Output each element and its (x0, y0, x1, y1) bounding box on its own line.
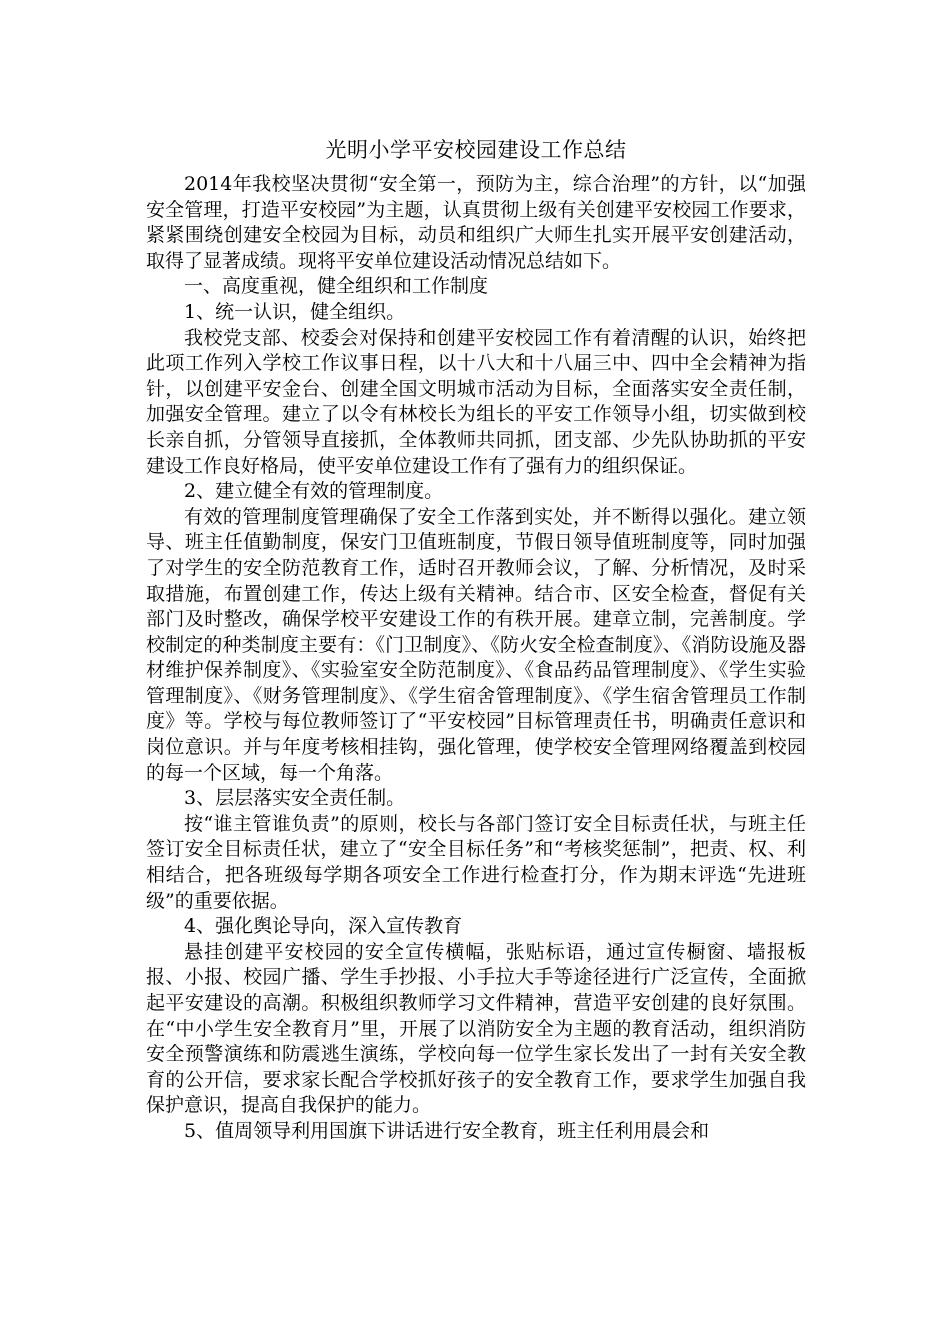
document-title: 光明小学平安校园建设工作总结 (325, 138, 627, 162)
section-heading: 2、建立健全有效的管理制度。 (184, 480, 444, 503)
paragraph: 有效的管理制度管理确保了安全工作落到实处，并不断得以强化。建立领导、班主任值勤制度，保安门卫值班制度，节假日领导值班制度等，同时加强了对学生的安全防范教育工作，适时召开教师会议，了解、分析情况，及时采取措施，布置创建工作，传达上级有关精神。结合市、区安全检查，督促有关部门及时整改，确保学校平安建设工作的有秩开展。建章立制，完善制度。学校制定的种类制度主要有：《门卫制度》、《防火安全检查制度》、《消防设施及器材维护保养制度》、《实验室安全防范制度》、《食品药品管理制度》、《学生实验管理制度》、《财务管理制度》、《学生宿舍管理制度》、《学生宿舍管理员工作制度》等。学校与每位教师签订了“平安校园”目标管理责任书，明确责任意识和岗位意识。并与年度考核相挂钩，强化管理，使学校安全管理网络覆盖到校园的每一个区域，每一个角落。 (146, 505, 806, 784)
section-heading: 3、层层落实安全责任制。 (184, 787, 406, 810)
document-text-blocks (146, 172, 806, 1145)
paragraph: 悬挂创建平安校园的安全宣传横幅，张贴标语，通过宣传橱窗、墙报板报、小报、校园广播、学生手抄报、小手拉大手等途径进行广泛宣传，全面掀起平安建设的高潮。积极组织教师学习文件精神，营造平安创建的良好氛围。在“中小学生安全教育月”里，开展了以消防安全为主题的教育活动，组织消防安全预警演练和防震逃生演练，学校向每一位学生家长发出了一封有关安全教育的公开信，要求家长配合学校抓好孩子的安全教育工作，要求学生加强自我保护意识，提高自我保护的能力。 (146, 940, 806, 1117)
paragraph: 2014年我校坚决贯彻“安全第一，预防为主，综合治理”的方针，以“加强安全管理，打造平安校园”为主题，认真贯彻上级有关创建平安校园工作要求，紧紧围绕创建安全校园为目标，动员和组织广大师生扎实开展平安创建活动，取得了显著成绩。现将平安单位建设活动情况总结如下。 (146, 173, 806, 272)
paragraph: 按“谁主管谁负责”的原则，校长与各部门签订安全目标责任状，与班主任签订安全目标责任状，建立了“安全目标任务”和“考核奖惩制”，把责、权、利相结合，把各班级每学期各项安全工作进行检查打分，作为期末评选“先进班级”的重要依据。 (146, 812, 806, 912)
paragraph: 我校党支部、校委会对保持和创建平安校园工作有着清醒的认识，始终把此项工作列入学校工作议事日程，以十八大和十八届三中、四中全会精神为指针，以创建平安金台、创建全国文明城市活动为目标，全面落实安全责任制，加强安全管理。建立了以令有林校长为组长的平安工作领导小组，切实做到校长亲自抓，分管领导直接抓，全体教师共同抓，团支部、少先队协助抓的平安建设工作良好格局，使平安单位建设工作有了强有力的组织保证。 (146, 326, 806, 477)
section-heading: 一、高度重视，健全组织和工作制度 (184, 275, 489, 298)
document-body (146, 132, 806, 1145)
section-heading: 1、统一认识，健全组织。 (184, 300, 406, 323)
section-heading: 4、强化舆论导向，深入宣传教育 (184, 915, 463, 938)
paragraph: 5、值周领导利用国旗下讲话进行安全教育，班主任利用晨会和 (184, 1119, 710, 1142)
